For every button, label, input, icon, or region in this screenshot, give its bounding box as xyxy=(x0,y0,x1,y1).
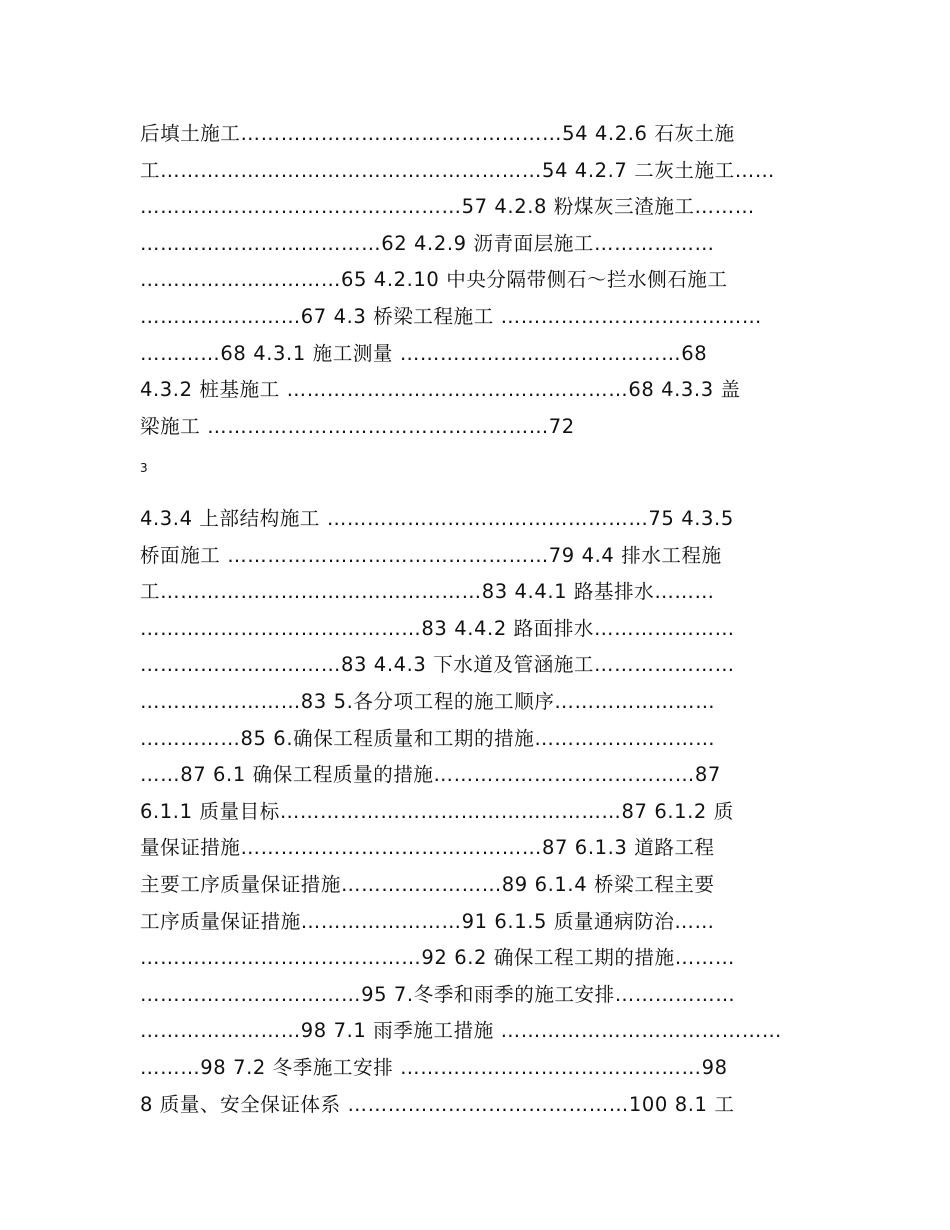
toc-line: …………………………83 4.4.3 下水道及管涵施工………………… xyxy=(140,653,735,677)
toc-block-top xyxy=(140,116,812,445)
toc-line: 工序质量保证措施……………………91 6.1.5 质量通病防治…… xyxy=(140,909,715,933)
toc-line: ……………………………………92 6.2 确保工程工期的措施……… xyxy=(140,946,736,970)
toc-line: 主要工序质量保证措施……………………89 6.1.4 桥梁工程主要 xyxy=(140,872,715,896)
toc-line: 后填土施工…………………………………………54 4.2.6 石灰土施 xyxy=(140,122,735,145)
toc-line: 4.3.4 上部结构施工 …………………………………………75 4.3.5 xyxy=(140,507,734,530)
toc-line: ……………………83 5.各分项工程的施工顺序…………………… xyxy=(140,689,716,713)
toc-line: ……………………………………83 4.4.2 路面排水………………… xyxy=(140,616,735,640)
toc-line: 桥面施工 …………………………………………79 4.4 排水工程施 xyxy=(140,543,722,567)
toc-line: ……………85 6.确保工程质量和工期的措施……………………… xyxy=(140,726,716,750)
toc-line: 工…………………………………………………54 4.2.7 二灰土施工…… xyxy=(140,158,775,182)
toc-line: ……………………………95 7.冬季和雨季的施工安排……………… xyxy=(140,982,736,1006)
toc-line: …………………………65 4.2.10 中央分隔带侧石～拦水侧石施工 xyxy=(140,268,728,292)
toc-line: 量保证措施………………………………………87 6.1.3 道路工程 xyxy=(140,836,715,860)
toc-line: ……87 6.1 确保工程质量的措施…………………………………87 xyxy=(140,763,721,787)
page-number: 3 xyxy=(140,461,148,475)
toc-block-bottom xyxy=(140,501,812,1123)
toc-line: 梁施工 ……………………………………………72 xyxy=(140,414,575,438)
toc-line: ……………………98 7.1 雨季施工措施 …………………………………… xyxy=(140,1019,783,1043)
toc-line: …………………………………………57 4.2.8 粉煤灰三渣施工……… xyxy=(140,195,755,219)
toc-line: 8 质量、安全保证体系 ……………………………………100 8.1 工 xyxy=(140,1092,735,1116)
toc-line: ………………………………62 4.2.9 沥青面层施工……………… xyxy=(140,231,715,255)
toc-line: ………98 7.2 冬季施工安排 ………………………………………98 xyxy=(140,1055,728,1079)
toc-line: 6.1.1 质量目标……………………………………………87 6.1.2 质 xyxy=(140,799,734,823)
toc-line: ……………………67 4.3 桥梁工程施工 ………………………………… xyxy=(140,304,762,328)
toc-line: …………68 4.3.1 施工测量 ……………………………………68 xyxy=(140,341,708,365)
toc-line: 4.3.2 桩基施工 ……………………………………………68 4.3.3 盖 xyxy=(140,378,741,402)
toc-line: 工…………………………………………83 4.4.1 路基排水……… xyxy=(140,580,715,604)
